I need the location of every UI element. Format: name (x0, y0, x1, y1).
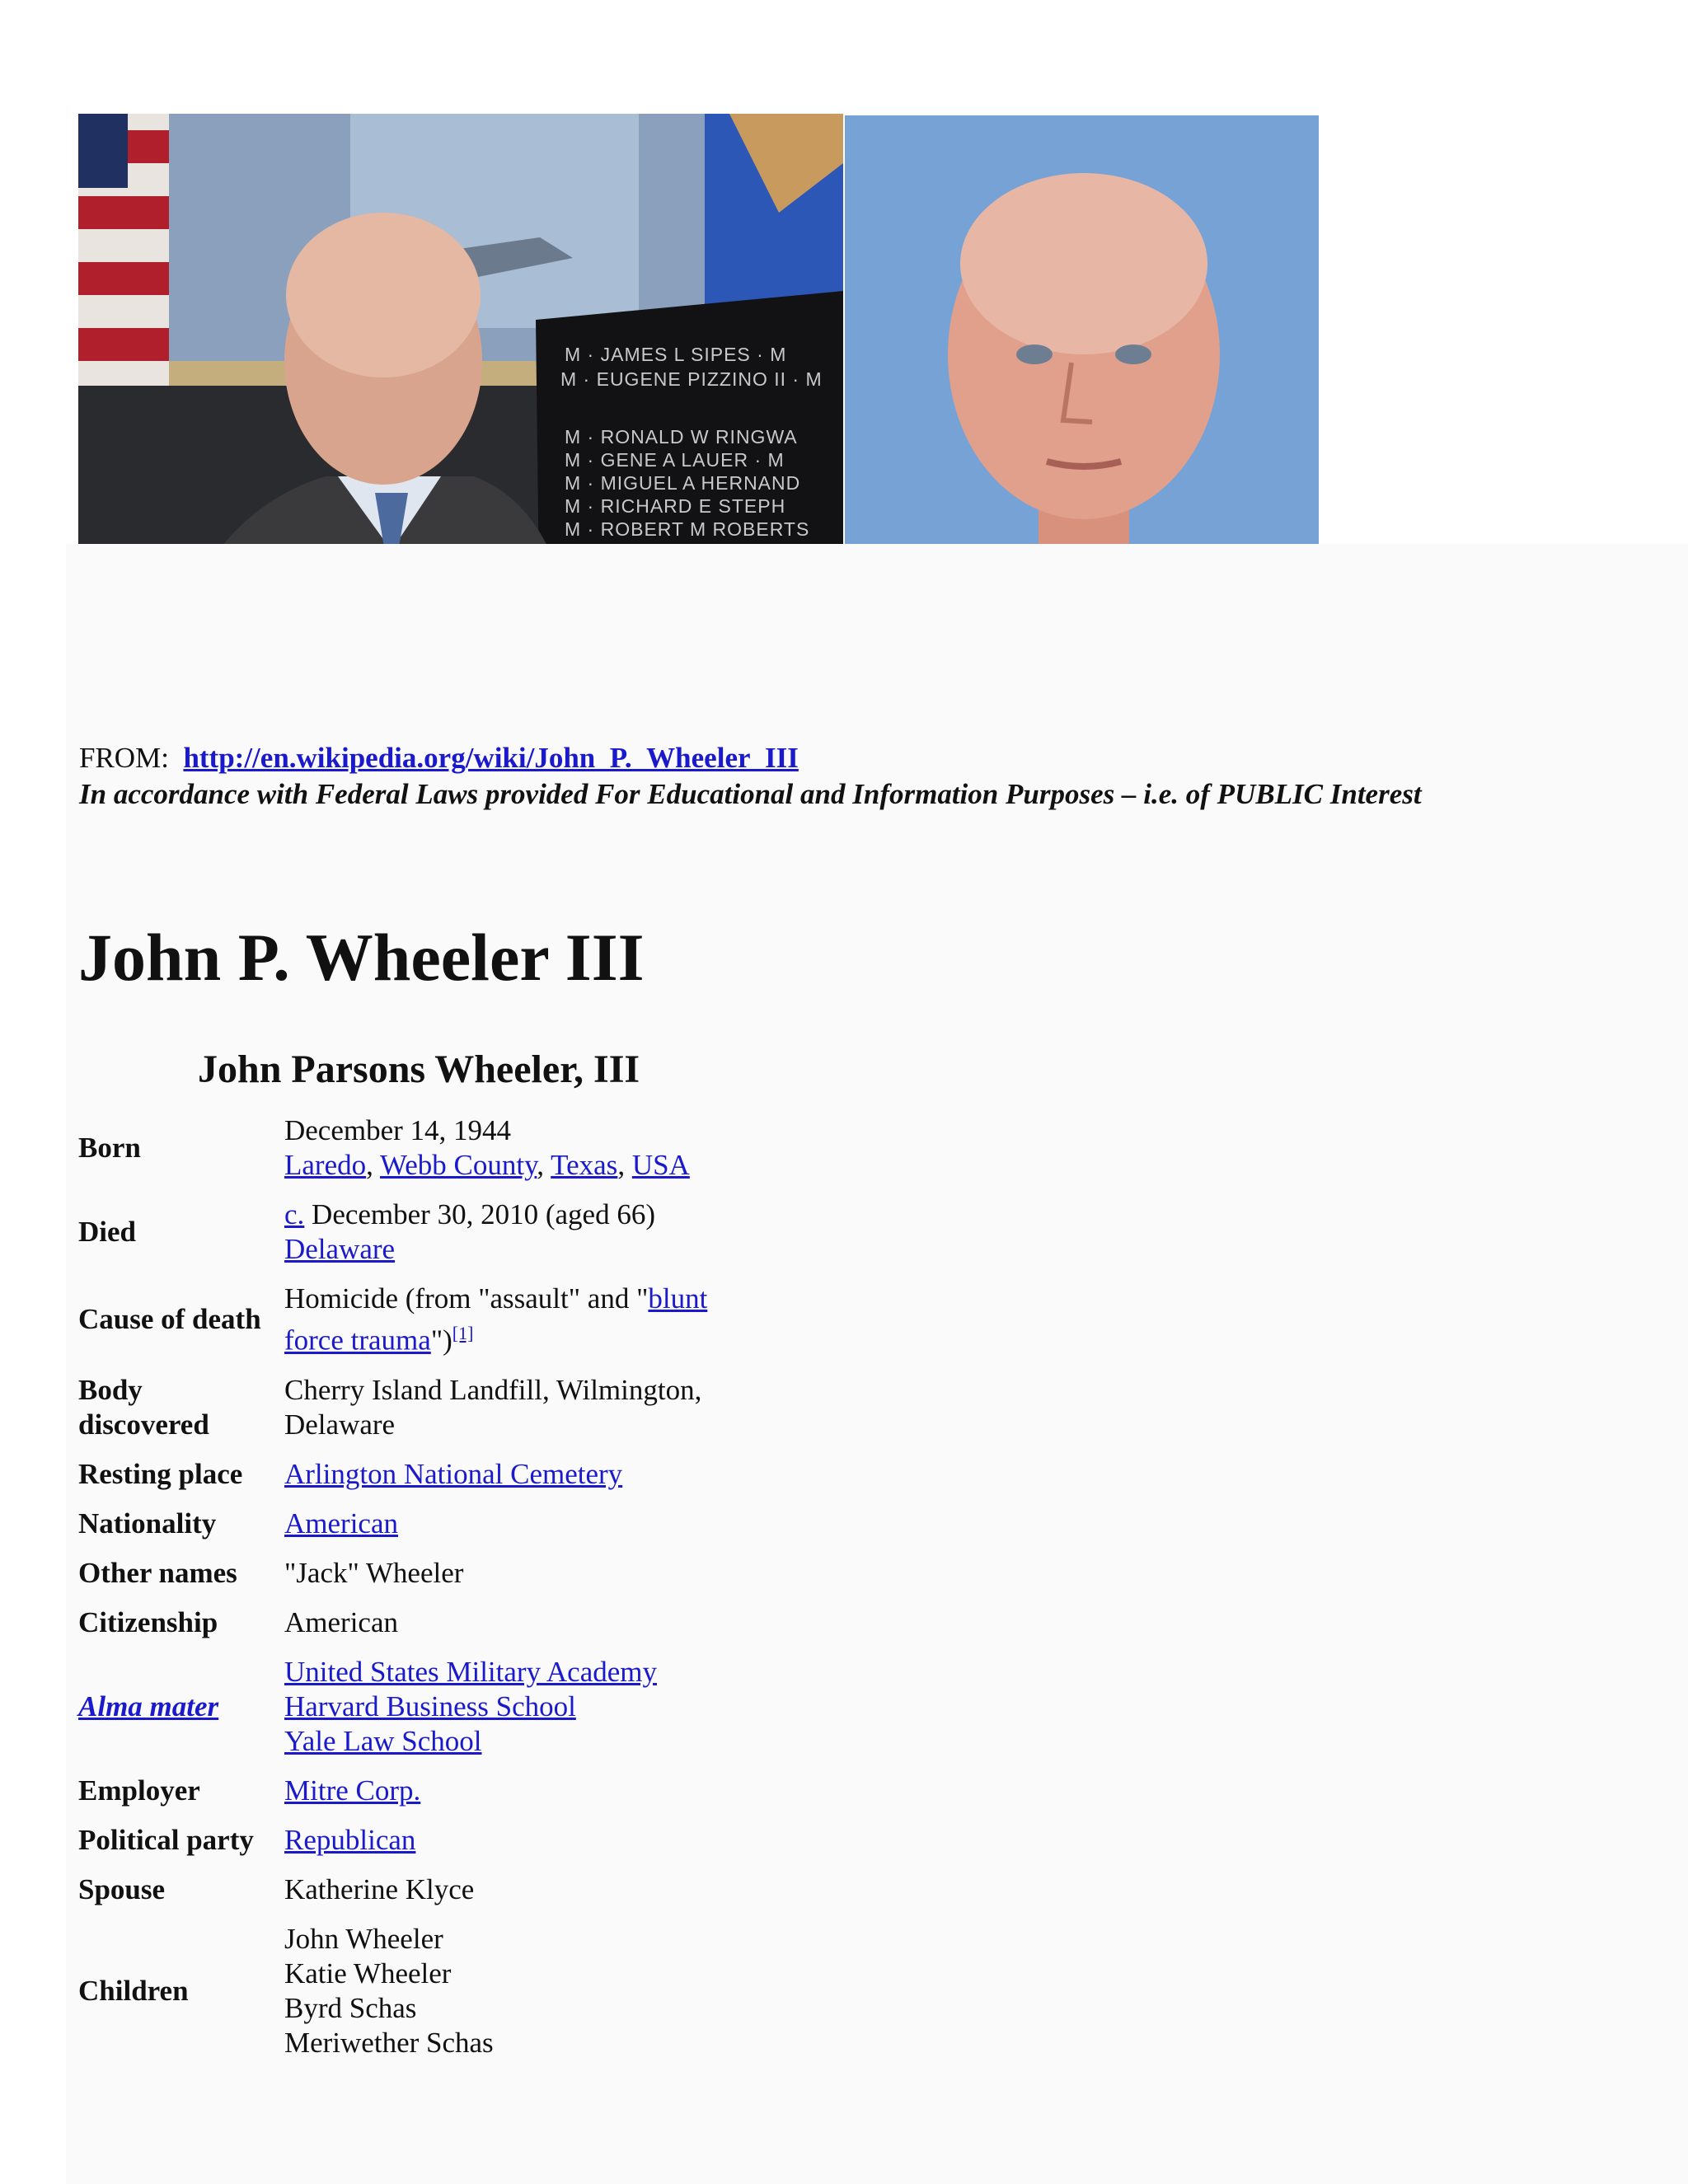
cause-value (284, 1274, 707, 1366)
row-alma-mater (78, 1647, 707, 1766)
link-american[interactable]: American (284, 1507, 398, 1540)
nationality-label: Nationality (78, 1507, 217, 1540)
born-date: December 14, 1944 (284, 1114, 512, 1146)
resting-label: Resting place (78, 1457, 243, 1490)
employer-label: Employer (78, 1774, 200, 1807)
row-resting-place (78, 1450, 707, 1499)
row-political-party (78, 1816, 707, 1865)
row-citizenship (78, 1598, 707, 1647)
row-nationality (78, 1499, 707, 1549)
row-died (78, 1190, 707, 1274)
link-republican[interactable]: Republican (284, 1823, 416, 1856)
died-date: December 30, 2010 (aged 66) (312, 1198, 655, 1230)
link-usa[interactable]: USA (631, 1149, 690, 1181)
source-link[interactable]: http://en.wikipedia.org/wiki/John_P._Wheeler_III (183, 742, 799, 774)
child-name: John Wheeler (284, 1922, 443, 1955)
reference-link[interactable]: [1] (452, 1323, 474, 1343)
citizenship-label: Citizenship (78, 1605, 218, 1638)
row-other-names (78, 1549, 707, 1598)
link-harvard-business-school[interactable]: Harvard Business School (284, 1690, 576, 1722)
alma-mater-value (284, 1647, 707, 1766)
child-name: Byrd Schas (284, 1991, 417, 2024)
children-label: Children (78, 1974, 189, 2007)
other-names-value: "Jack" Wheeler (284, 1556, 464, 1589)
infobox-caption: John Parsons Wheeler, III (198, 1047, 640, 1091)
link-mitre[interactable]: Mitre Corp. (284, 1774, 421, 1807)
died-label: Died (78, 1216, 136, 1248)
link-yale-law-school[interactable]: Yale Law School (284, 1724, 482, 1757)
row-employer (78, 1766, 707, 1816)
memorial-name: M · GENE A LAUER · M (565, 449, 785, 471)
spouse-value: Katherine Klyce (284, 1872, 475, 1905)
party-label: Political party (78, 1823, 254, 1856)
link-alma-mater[interactable]: Alma mater (78, 1690, 219, 1722)
memorial-name: M · RONALD W RINGWA (565, 426, 798, 448)
born-label: Born (78, 1132, 141, 1164)
body-discovered-value (284, 1366, 707, 1450)
source-label: FROM: (79, 742, 169, 774)
citizenship-value: American (284, 1605, 398, 1638)
infobox-table (78, 1106, 707, 2068)
page-title: John P. Wheeler III (78, 920, 645, 995)
row-cause-of-death (78, 1274, 707, 1366)
cause-label: Cause of death (78, 1303, 261, 1336)
born-value: December 14, 1944 Laredo, Webb County, Texas, USA (284, 1114, 690, 1181)
memorial-name: M · RICHARD E STEPH (565, 495, 786, 517)
died-value (284, 1190, 707, 1274)
row-born (78, 1106, 707, 1190)
spouse-label: Spouse (78, 1872, 166, 1905)
child-name: Meriwether Schas (284, 2026, 494, 2059)
link-blunt-force-trauma-2[interactable]: force trauma (284, 1324, 431, 1357)
other-names-label: Other names (78, 1556, 237, 1589)
source-line (79, 742, 799, 775)
cause-text: Homicide (from "assault" and " (284, 1282, 649, 1315)
link-webb-county[interactable]: Webb County (379, 1149, 537, 1181)
row-body-discovered (78, 1366, 707, 1450)
link-blunt-force-trauma-1[interactable]: blunt (648, 1282, 708, 1315)
link-laredo[interactable]: Laredo (284, 1149, 367, 1181)
memorial-name: M · EUGENE PIZZINO II · M (560, 368, 823, 390)
body-discovered-label (78, 1366, 284, 1450)
legal-notice: In accordance with Federal Laws provided For Educational and Information Purposes – i.e. of PUBLIC Interest (79, 778, 1422, 810)
memorial-name: M · JAMES L SIPES · M (565, 344, 787, 365)
children-value (284, 1915, 707, 2068)
memorial-name: M · MIGUEL A HERNAND (565, 472, 801, 494)
body-label-line2: discovered (78, 1408, 209, 1441)
body-value-line2: Delaware (284, 1408, 396, 1441)
link-texas[interactable]: Texas (551, 1149, 618, 1181)
row-spouse (78, 1865, 707, 1915)
cause-text-end: ") (430, 1324, 452, 1357)
link-arlington[interactable]: Arlington National Cemetery (284, 1457, 623, 1490)
memorial-name: M · ROBERT M ROBERTS (565, 518, 810, 540)
link-circa[interactable]: c. (284, 1198, 305, 1230)
row-children (78, 1915, 707, 2068)
body-value-line1: Cherry Island Landfill, Wilmington, (284, 1373, 702, 1406)
child-name: Katie Wheeler (284, 1957, 452, 1990)
link-delaware[interactable]: Delaware (284, 1233, 396, 1265)
link-west-point[interactable]: United States Military Academy (284, 1655, 657, 1688)
body-label-line1: Body (78, 1373, 143, 1406)
